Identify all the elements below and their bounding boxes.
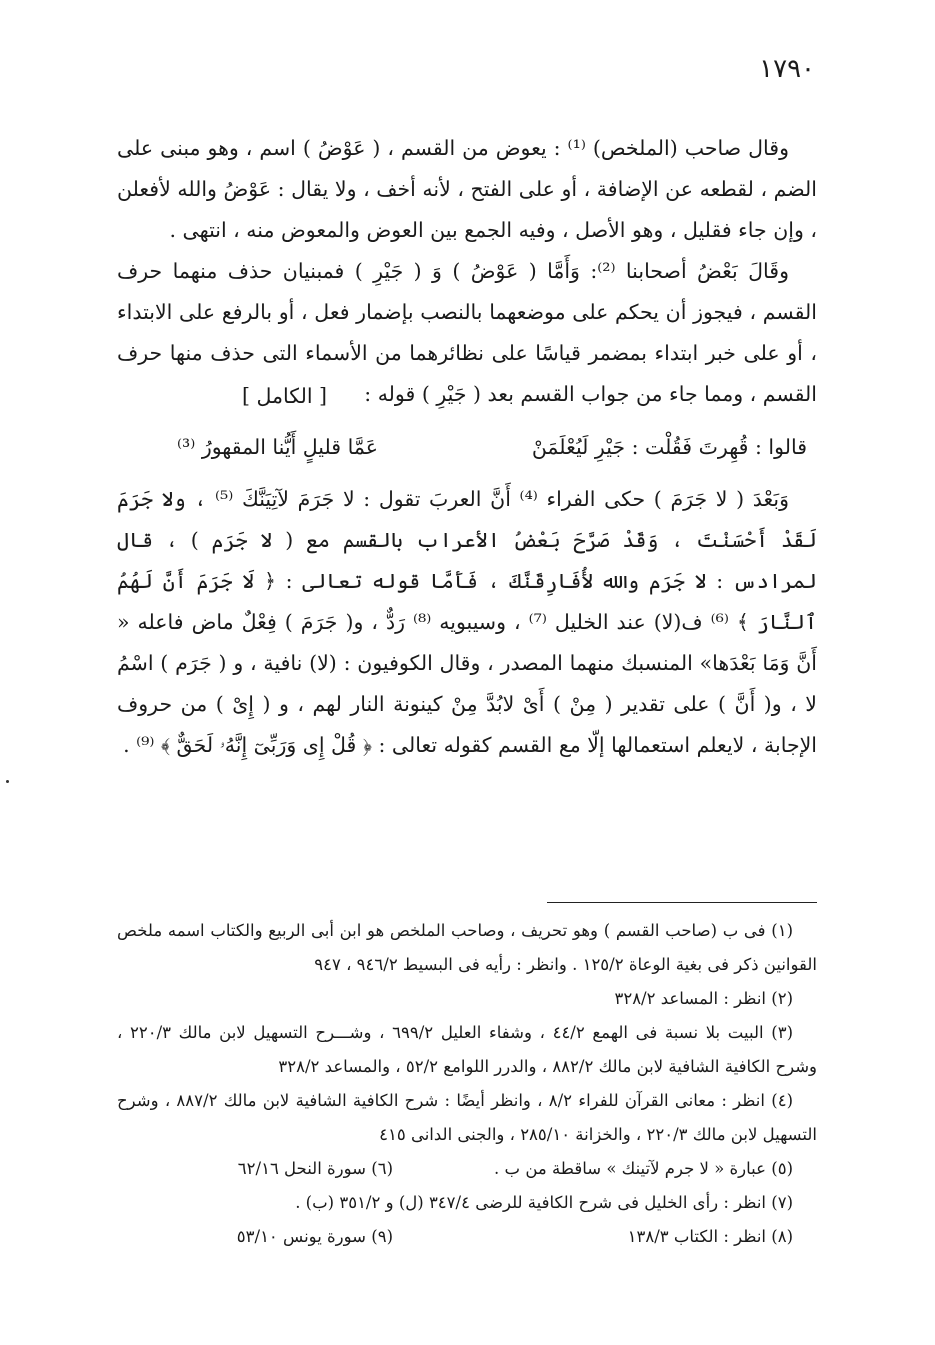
footnote-3: (٣) البيت بلا نسبة فى الهمع ٤٤/٢ ، وشفاء العليل ٦٩٩/٢ ، وشـــرح التسهيل لابن مالك ٢٢٠/٣ ، وشرح الكافية الشافية لابن مالك ٨٨٢/٢ ، والدرر اللوامع ٥٢/٢ ، والمساعد ٣٢٨/٢ xyxy=(117,1023,817,1076)
footnote-1: (١) فى ب (صاحب القسم ) وهو تحريف ، وصاحب الملخص هو ابن أبى الربيع والكتاب اسمه ملخص القوانين ذكر فى بغية الوعاة ١٢٥/٢ . وانظر : رأيه فى البسيط ٩٤٦/٢ ، ٩٤٧ xyxy=(117,921,817,974)
footnote-7: (٧) انظر : رأى الخليل فى شرح الكافية للرضى ٣٤٧/٤ (ل) و ٣٥١/٢ (ب) . xyxy=(295,1193,793,1212)
footnote-8: (٨) انظر : الكتاب ١٣٨/٣ xyxy=(627,1227,793,1246)
poetry-verse xyxy=(117,427,817,467)
footnote-9: (٩) سورة يونس ٥٣/١٠ xyxy=(236,1227,393,1246)
paragraph-la-jarama: وَبَعْدَ ( لا جَرَمَ ) حكى الفراء ⁽⁴⁾ أَنَّ العربَ تقول : لا جَرَمَ لآتِيَنَّكَ ⁽⁵⁾ ، ولا جَرَمَ لَقَدْ أَحْسَنْتَ ، وَقَدْ صَرَّحَ بَعْضُ الأعراب بالقسم مع ( لا جَرَم ) ، قال لمرادس : لا جَرَم والله لأُفَارِقَنَّكَ ، فَأَمَّا قوله تعالى : ﴿ لَا جَرَمَ أَنَّ لَهُمُ ٱلنَّارَ ﴾ ⁽⁶⁾ ف(لا) عند الخليل ⁽⁷⁾ ، وسيبويه ⁽⁸⁾ رَدٌّ ، و( جَرَمَ ) فِعْلٌ ماض فاعله « أَنَّ وَمَا بَعْدَها» المنسبك منهما المصدر ، وقال الكوفيون : (لا) نافية ، و ( جَرَم ) اسْمُ لا ، و( أَنَّ ) على تقدير ( مِنْ ) أَىْ لابُدَّ مِنْ كينونة النار لهم ، و ( إِىْ ) من حروف الإجابة ، لايعلم استعمالها إلّا مع القسم كقوله تعالى : ﴿ قُلْ إِى وَرَبِّىٓ إِنَّهُۥ لَحَقٌّ ﴾ ⁽⁹⁾ . xyxy=(117,487,817,757)
footnote-5: (٥) عبارة « لا جرم لآتينك » ساقطة من ب . xyxy=(494,1159,793,1178)
meter-label: [ الكامل ] xyxy=(242,384,328,408)
scan-speck xyxy=(6,780,9,783)
paragraph-mulakhkhas: وقال صاحب (الملخص) ⁽¹⁾ : يعوض من القسم ، ( عَوْضُ ) اسم ، وهو مبنى على الضم ، لقطعه عن الإضافة ، أو على الفتح ، لأنه أخف ، ولا يقال : عَوْضُ والله لأفعلن ، وإن جاء فقليل ، وهو الأصل ، وفيه الجمع بين العوض والمعوض منه ، انتهى . xyxy=(117,136,817,242)
footnote-row-5-6 xyxy=(117,1152,817,1186)
footnote-6: (٦) سورة النحل ٦٢/١٦ xyxy=(237,1159,393,1178)
footnotes xyxy=(117,914,817,1254)
verse-first-hemistich: قالوا : قُهِرتَ فَقُلْت : جَيْرِ لَيُعْلَمَنْ xyxy=(531,435,807,459)
page-number: ١٧٩٠ xyxy=(759,54,815,84)
footnote-row-8-9 xyxy=(117,1220,817,1254)
paragraph-baad-ashabina: وقَالَ بَعْضُ أصحابنا ⁽²⁾: وَأَمَّا ( عَوْضُ ) وَ ( جَيْرِ ) فمبنيان حذف منهما حرف القسم ، فيجوز أن يحكم على موضعهما بالنصب بإضمار فعل ، أو بالرفع على الابتداء ، أو على خبر ابتداء بمضمر قياسًا على نظائرهما من الأسماء التى حذف منها حرف القسم ، ومما جاء من جواب القسم بعد ( جَيْرِ ) قوله : xyxy=(117,259,817,406)
verse-second-hemistich: عَمَّا قليلٍ أَيُّنا المقهورُ ⁽³⁾ xyxy=(177,435,378,459)
footnote-4: (٤) انظر : معانى القرآن للفراء ٨/٢ ، وانظر أيضًا : شرح الكافية الشافية لابن مالك ٨٨٧/٢ ، وشرح التسهيل لابن مالك ٢٢٠/٣ ، والخزانة ٢٨٥/١٠ ، والجنى الدانى ٤١٥ xyxy=(117,1091,817,1144)
main-text xyxy=(117,128,817,766)
footnote-divider xyxy=(547,902,817,903)
footnote-2: (٢) انظر : المساعد ٣٢٨/٢ xyxy=(614,989,793,1008)
